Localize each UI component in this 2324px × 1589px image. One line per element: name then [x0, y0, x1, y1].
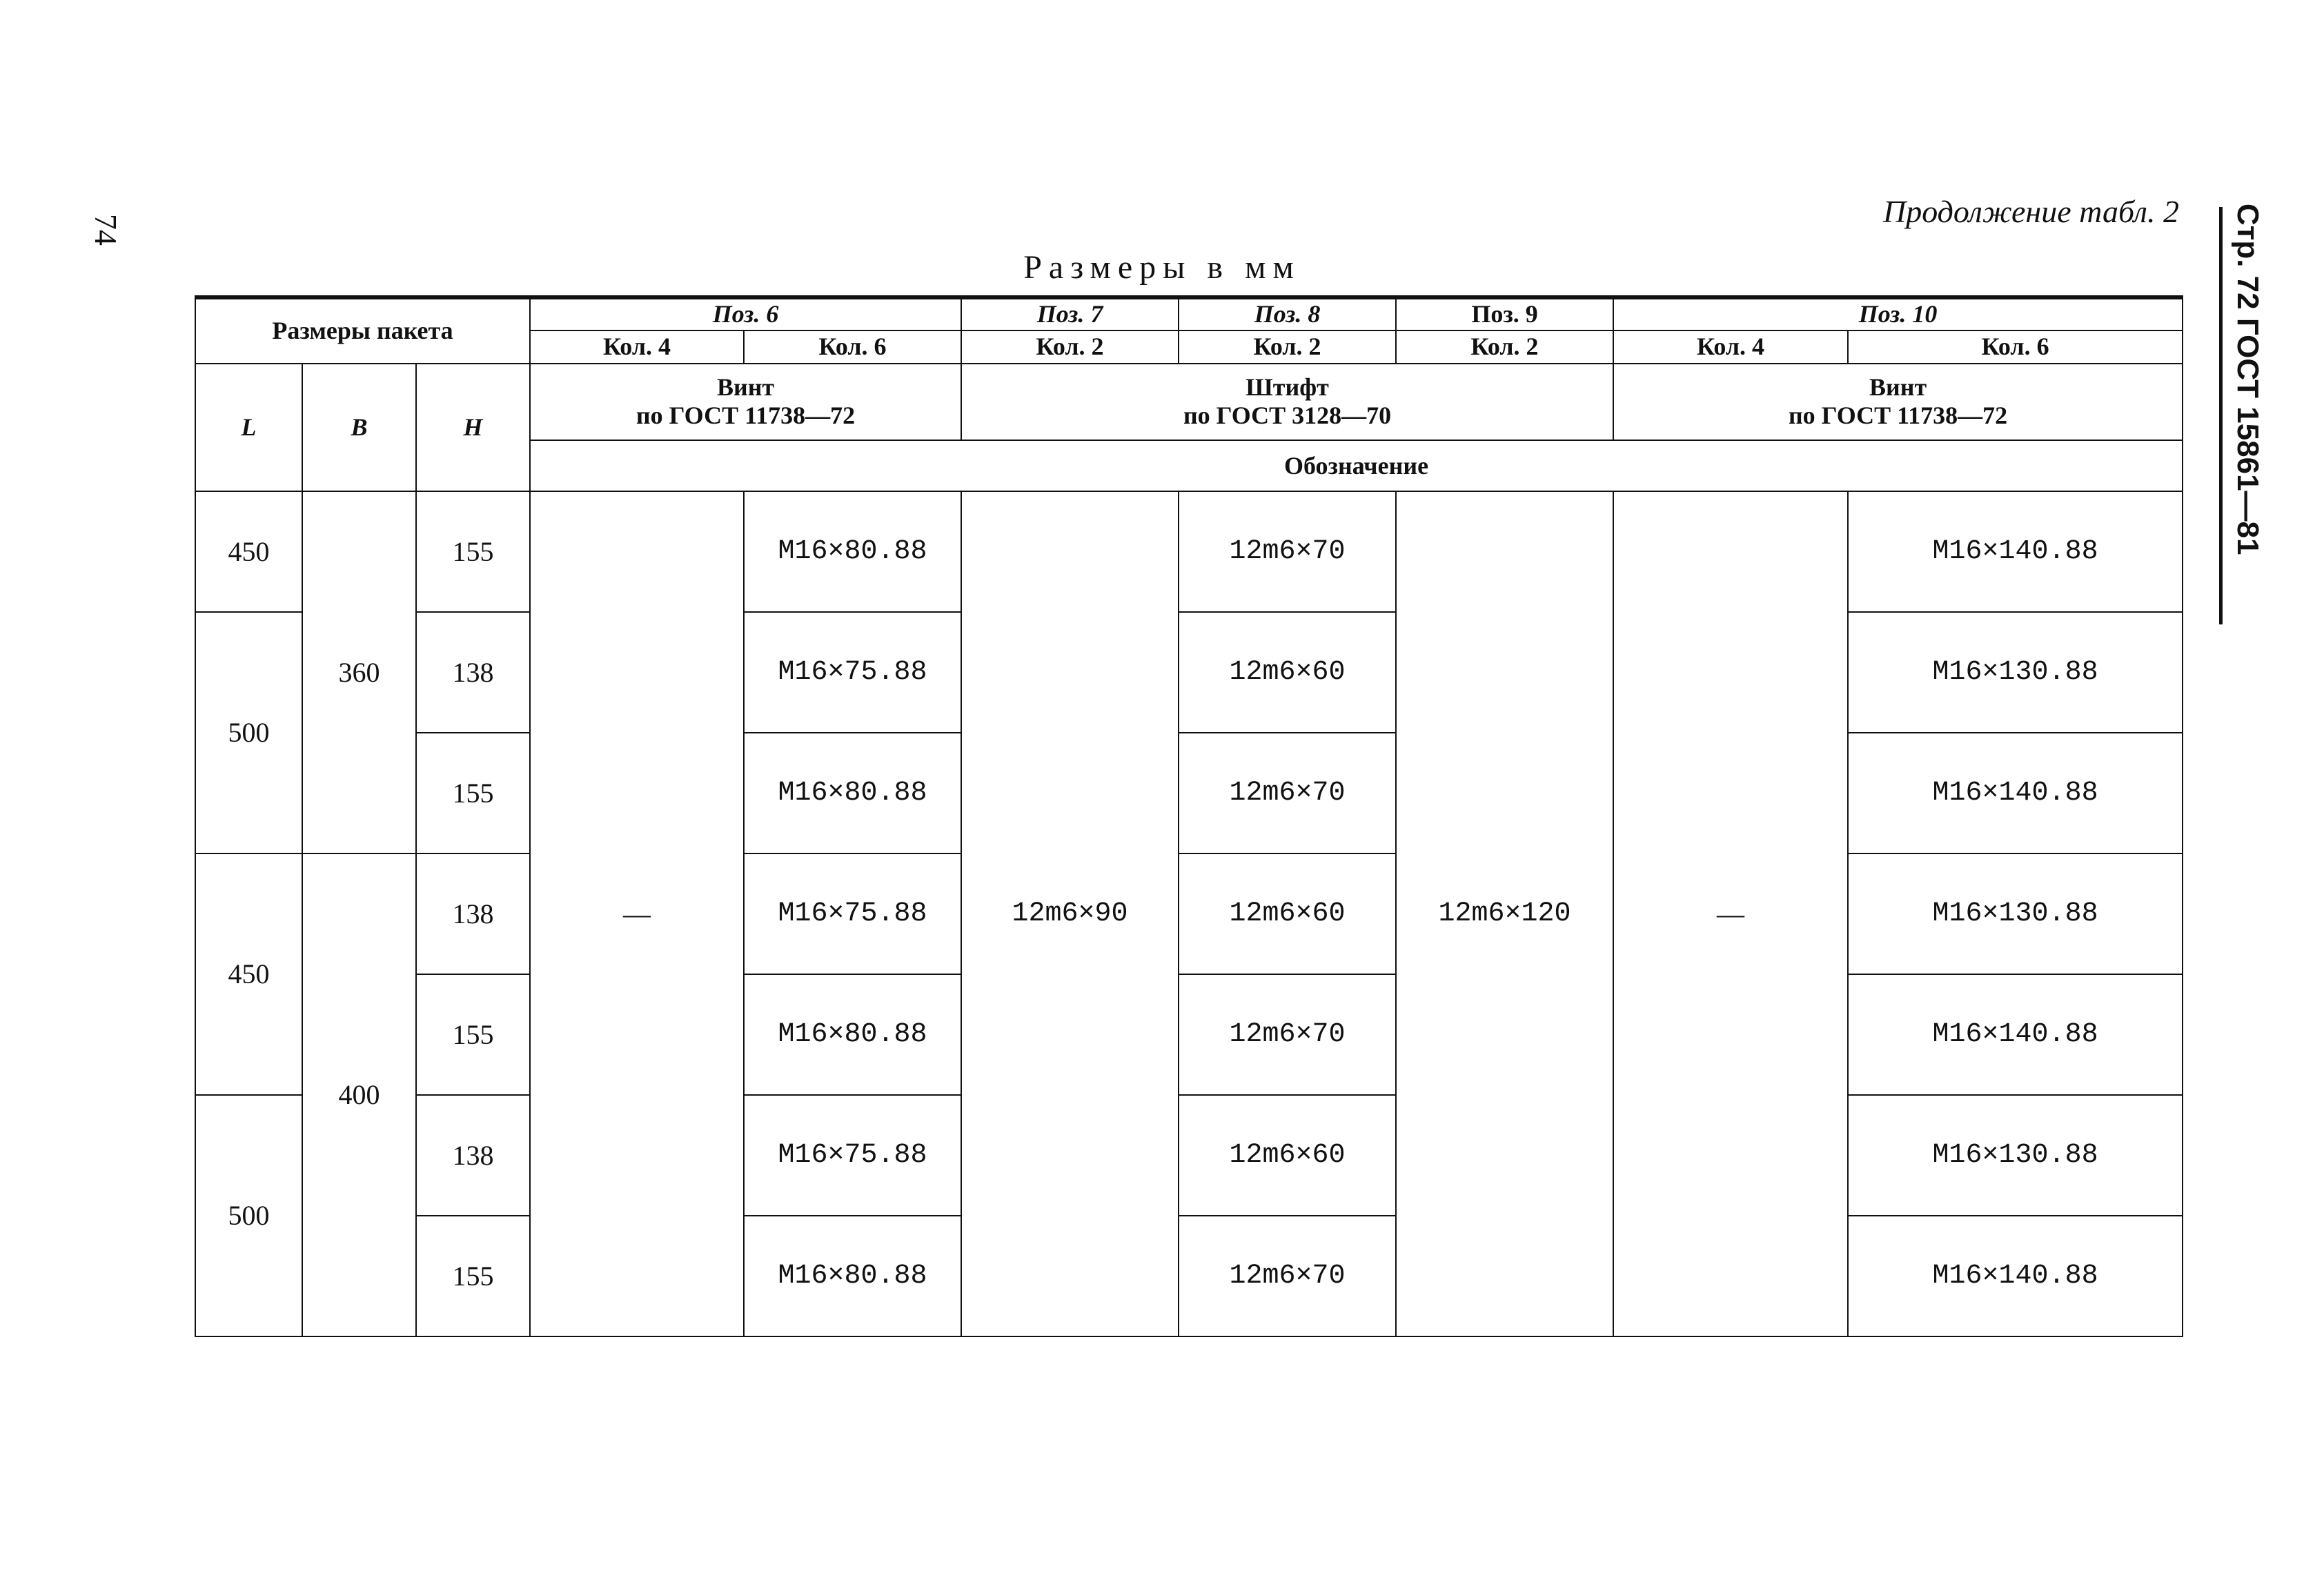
screw-pos10-name: Винт: [1869, 373, 1927, 402]
cell-pos6-qty6: M16×80.88: [744, 733, 961, 853]
cell-H: 155: [416, 1216, 530, 1336]
cell-L: 500: [195, 1095, 302, 1336]
cell-pos7: 12m6×90: [961, 491, 1179, 1336]
cell-H: 138: [416, 853, 530, 974]
header-pos9: Поз. 9: [1396, 297, 1613, 330]
table-row: [195, 491, 2183, 612]
cell-H: 155: [416, 491, 530, 612]
cell-pos6-qty6: M16×75.88: [744, 853, 961, 974]
cell-pos8: 12m6×60: [1179, 612, 1396, 733]
side-divider: [2219, 207, 2223, 624]
cell-pos10-qty6: M16×140.88: [1848, 733, 2183, 853]
cell-pos10-qty6: M16×140.88: [1848, 491, 2183, 612]
table-row: [195, 1216, 2183, 1336]
table-continuation-label: Продолжение табл. 2: [1883, 194, 2179, 229]
cell-pos6-qty6: M16×80.88: [744, 1216, 961, 1336]
table-row: [195, 733, 2183, 853]
cell-pos8: 12m6×60: [1179, 1095, 1396, 1216]
header-pos8-qty: Кол. 2: [1179, 330, 1396, 364]
cell-pos8: 12m6×70: [1179, 1216, 1396, 1336]
standard-page-label: Стр. 72 ГОСТ 15861—81: [2231, 204, 2265, 555]
header-pos6-qty6: Кол. 6: [744, 330, 961, 364]
screw-pos6-standard: по ГОСТ 11738—72: [636, 402, 856, 430]
cell-H: 155: [416, 974, 530, 1095]
header-pos8: Поз. 8: [1179, 297, 1396, 330]
header-pos10-qty6: Кол. 6: [1848, 330, 2183, 364]
header-pos6-qty4: Кол. 4: [530, 330, 744, 364]
cell-pos6-qty6: M16×75.88: [744, 612, 961, 733]
header-B: B: [302, 364, 416, 492]
header-packet-sizes: Размеры пакета: [195, 297, 530, 364]
header-pos10: Поз. 10: [1613, 297, 2183, 330]
screw-pos6-name: Винт: [716, 373, 775, 402]
cell-L: 450: [195, 491, 302, 612]
cell-pos9: 12m6×120: [1396, 491, 1613, 1336]
header-H: H: [416, 364, 530, 492]
cell-B: 360: [302, 491, 416, 853]
header-designation: Обозначение: [530, 440, 2183, 491]
header-pos9-qty: Кол. 2: [1396, 330, 1613, 364]
header-pos7: Поз. 7: [961, 297, 1179, 330]
cell-pos8: 12m6×70: [1179, 733, 1396, 853]
cell-pos6-qty4: —: [530, 491, 744, 1336]
cell-L: 450: [195, 853, 302, 1095]
table-row: [195, 974, 2183, 1095]
table-row: [195, 1095, 2183, 1216]
cell-pos10-qty6: M16×140.88: [1848, 974, 2183, 1095]
header-pos7-qty: Кол. 2: [961, 330, 1179, 364]
cell-pos6-qty6: M16×80.88: [744, 491, 961, 612]
cell-pos10-qty6: M16×140.88: [1848, 1216, 2183, 1336]
screw-pos10-standard: по ГОСТ 11738—72: [1788, 402, 2008, 430]
cell-pos10-qty6: M16×130.88: [1848, 612, 2183, 733]
pin-name: Штифт: [1245, 373, 1329, 402]
cell-pos10-qty6: M16×130.88: [1848, 853, 2183, 974]
cell-pos10-qty4: —: [1613, 491, 1848, 1336]
cell-L: 500: [195, 612, 302, 853]
sizes-caption: Размеры в мм: [1023, 249, 1301, 286]
cell-pos8: 12m6×60: [1179, 853, 1396, 974]
cell-pos8: 12m6×70: [1179, 491, 1396, 612]
cell-pos10-qty6: M16×130.88: [1848, 1095, 2183, 1216]
table-row: [195, 853, 2183, 974]
page-number: 74: [88, 214, 124, 246]
header-pos6: Поз. 6: [530, 297, 961, 330]
header-pos10-qty4: Кол. 4: [1613, 330, 1848, 364]
header-L: L: [195, 364, 302, 492]
header-pin: [961, 364, 1613, 440]
cell-H: 138: [416, 1095, 530, 1216]
pin-standard: по ГОСТ 3128—70: [1183, 402, 1392, 430]
cell-B: 400: [302, 853, 416, 1336]
header-screw-pos6: [530, 364, 961, 440]
table-row: [195, 612, 2183, 733]
dimensions-table: [195, 295, 2183, 1337]
header-screw-pos10: [1613, 364, 2183, 440]
cell-pos8: 12m6×70: [1179, 974, 1396, 1095]
cell-pos6-qty6: M16×75.88: [744, 1095, 961, 1216]
cell-pos6-qty6: M16×80.88: [744, 974, 961, 1095]
cell-H: 138: [416, 612, 530, 733]
cell-H: 155: [416, 733, 530, 853]
